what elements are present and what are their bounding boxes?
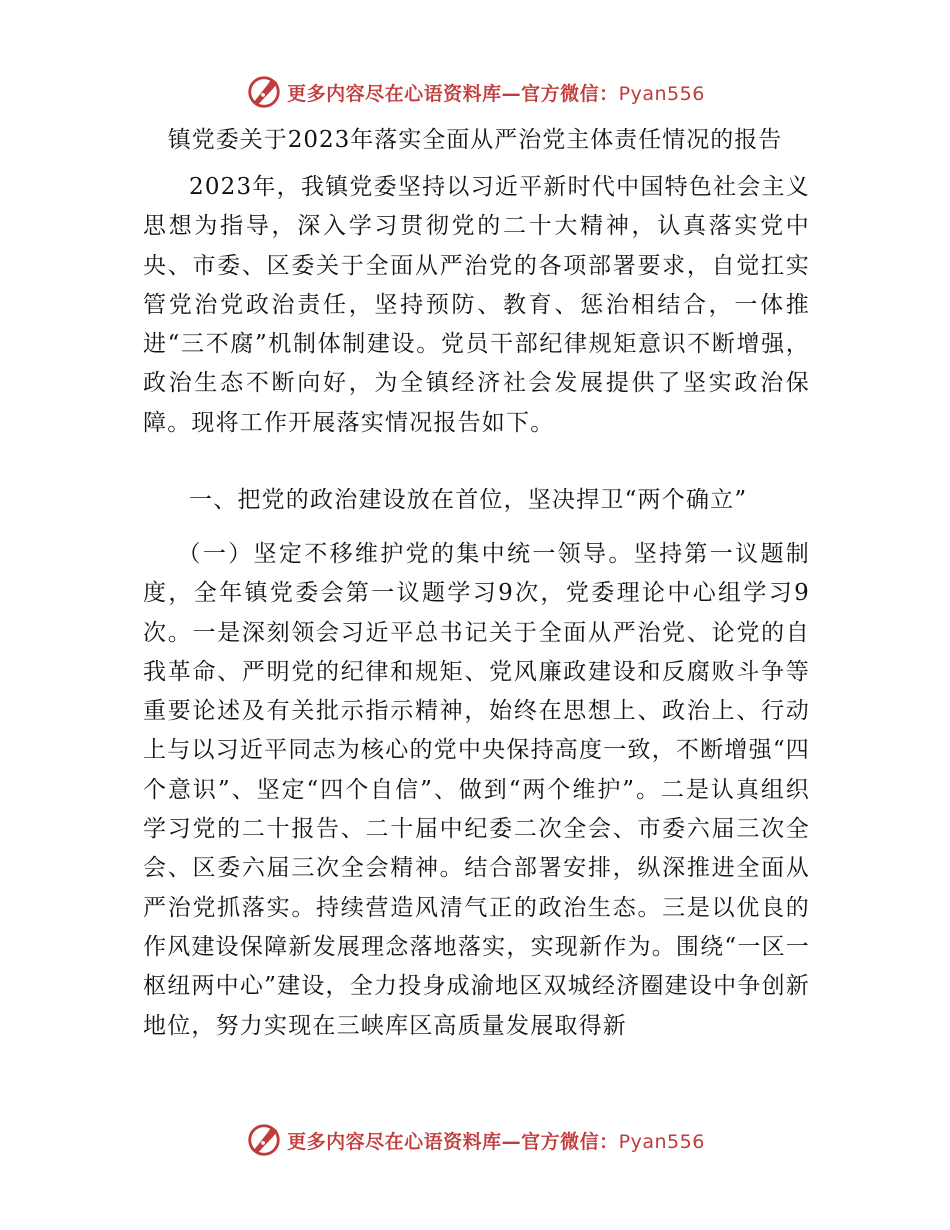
paragraph-section-1-1: （一）坚定不移维护党的集中统一领导。坚持第一议题制度，全年镇党委会第一议题学习9次，党委理论中心组学习9次。一是深刻领会习近平总书记关于全面从严治党、论党的自我革命、严明党的纪律和规矩、党风廉政建设和反腐败斗争等重要论述及有关批示指示精神，始终在思想上、政治上、行动上与以习近平同志为核心的党中央保持高度一致，不断增强“四个意识”、坚定“四个自信”、做到“两个维护”。二是认真组织学习党的二十报告、二十届中纪委二次全会、市委六届三次全会、区委六届三次全会精神。结合部署安排，纵深推进全面从严治党抓落实。持续营造风清气正的政治生态。三是以优良的作风建设保障新发展理念落地落实，实现新作为。围绕“一区一枢纽两中心”建设，全力投身成渝地区双城经济圈建设中争创新地位，努力实现在三峡库区高质量发展取得新: [143, 541, 810, 1039]
watermark-wechat-id: Pyan556: [618, 1130, 705, 1153]
pen-nib-logo-icon: [245, 1121, 283, 1159]
watermark-wechat-id: Pyan556: [618, 82, 705, 105]
footer-watermark: [0, 1118, 950, 1162]
watermark-text: 更多内容尽在心语资料库—官方微信：Pyan556: [287, 1130, 705, 1153]
section-heading-1: 一、把党的政治建设放在首位，坚决捍卫“两个确立”: [189, 487, 748, 513]
watermark-text: 更多内容尽在心语资料库—官方微信：Pyan556: [287, 82, 705, 105]
header-watermark: [0, 70, 950, 114]
pen-nib-logo-icon: [245, 73, 283, 111]
document-title: 镇党委关于2023年落实全面从严治党主体责任情况的报告: [167, 127, 783, 153]
paragraph-intro: 2023年，我镇党委坚持以习近平新时代中国特色社会主义思想为指导，深入学习贯彻党的二十大精神，认真落实党中央、市委、区委关于全面从严治党的各项部署要求，自觉扛实管党治党政治责任，坚持预防、教育、惩治相结合，一体推进“三不腐”机制体制建设。党员干部纪律规矩意识不断增强，政治生态不断向好，为全镇经济社会发展提供了坚实政治保障。现将工作开展落实情况报告如下。: [143, 174, 810, 436]
